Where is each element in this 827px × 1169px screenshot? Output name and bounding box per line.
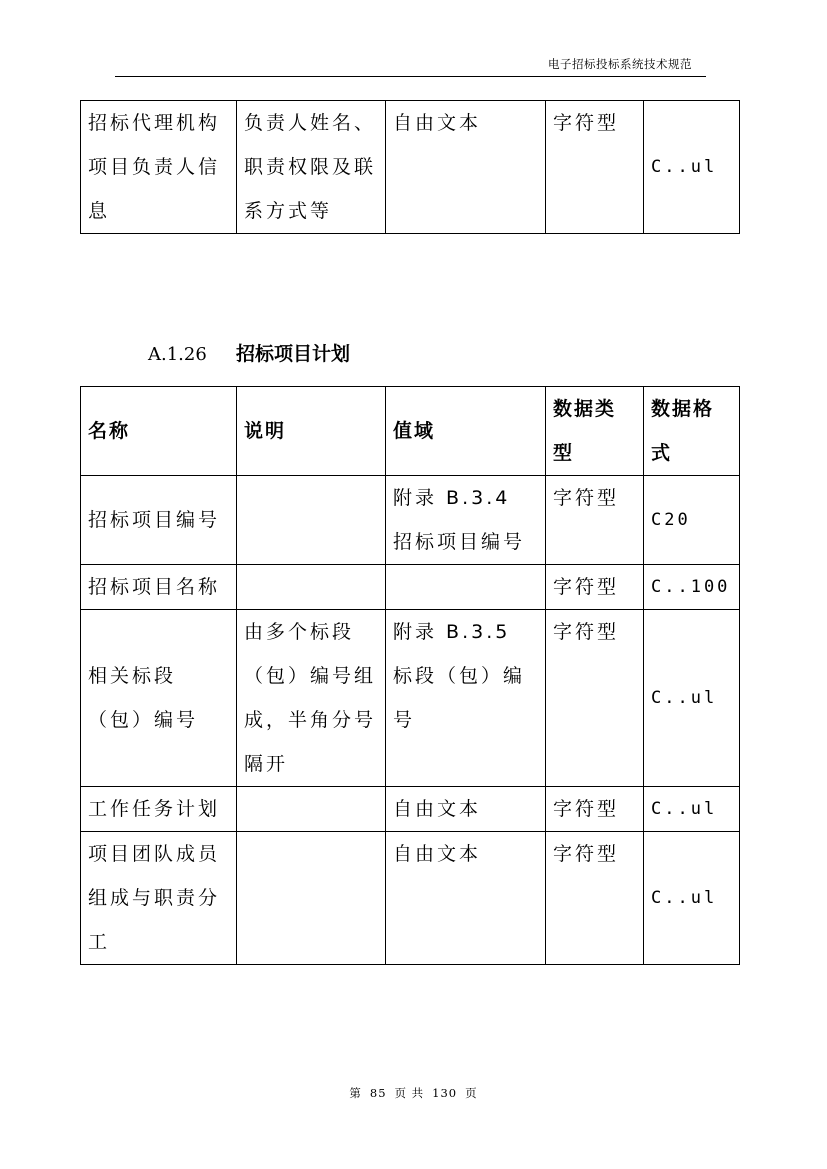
table-row (81, 832, 740, 965)
section-number: A.1.26 (148, 344, 207, 365)
cell-domain (386, 565, 546, 610)
cell-domain: 自由文本 (386, 832, 546, 965)
header-name: 名称 (81, 387, 237, 476)
table-row (81, 787, 740, 832)
footer-mid: 页 共 (394, 1086, 425, 1100)
cell-type: 字符型 (546, 610, 644, 787)
cell-format: C..100 (644, 565, 740, 610)
cell-desc (237, 787, 386, 832)
cell-domain: 自由文本 (386, 101, 546, 234)
header-format: 数据格式 (644, 387, 740, 476)
cell-name: 相关标段（包）编号 (81, 610, 237, 787)
data-element-table (80, 386, 740, 965)
footer-total-pages: 130 (432, 1086, 458, 1100)
cell-format: C..ul (644, 832, 740, 965)
cell-name: 招标项目名称 (81, 565, 237, 610)
cell-domain: 附录 B.3.5 标段（包）编号 (386, 610, 546, 787)
cell-domain: 附录 B.3.4 招标项目编号 (386, 476, 546, 565)
cell-name: 招标代理机构项目负责人信息 (81, 101, 237, 234)
footer-suffix: 页 (465, 1086, 478, 1100)
table-row (81, 565, 740, 610)
cell-type: 字符型 (546, 832, 644, 965)
cell-type: 字符型 (546, 101, 644, 234)
section-title: 招标项目计划 (236, 343, 351, 365)
header-rule (115, 76, 706, 77)
cell-type: 字符型 (546, 565, 644, 610)
cell-format: C..ul (644, 787, 740, 832)
cell-format: C20 (644, 476, 740, 565)
table-row (81, 610, 740, 787)
cell-domain: 自由文本 (386, 787, 546, 832)
table-row (81, 476, 740, 565)
page-footer (0, 1085, 827, 1101)
header-desc: 说明 (237, 387, 386, 476)
continued-table (80, 100, 740, 234)
footer-page-number: 85 (369, 1086, 387, 1100)
cell-name: 招标项目编号 (81, 476, 237, 565)
cell-format: C..ul (644, 101, 740, 234)
section-heading (148, 340, 350, 368)
cell-desc: 由多个标段（包）编号组成，半角分号隔开 (237, 610, 386, 787)
header-domain: 值域 (386, 387, 546, 476)
cell-desc (237, 565, 386, 610)
header-type: 数据类型 (546, 387, 644, 476)
cell-desc: 负责人姓名、职责权限及联系方式等 (237, 101, 386, 234)
table-header-row (81, 387, 740, 476)
cell-name: 项目团队成员组成与职责分工 (81, 832, 237, 965)
cell-name: 工作任务计划 (81, 787, 237, 832)
running-header: 电子招标投标系统技术规范 (548, 57, 692, 71)
cell-desc (237, 832, 386, 965)
cell-type: 字符型 (546, 787, 644, 832)
cell-format: C..ul (644, 610, 740, 787)
cell-type: 字符型 (546, 476, 644, 565)
cell-desc (237, 476, 386, 565)
table-row (81, 101, 740, 234)
footer-prefix: 第 (349, 1086, 362, 1100)
